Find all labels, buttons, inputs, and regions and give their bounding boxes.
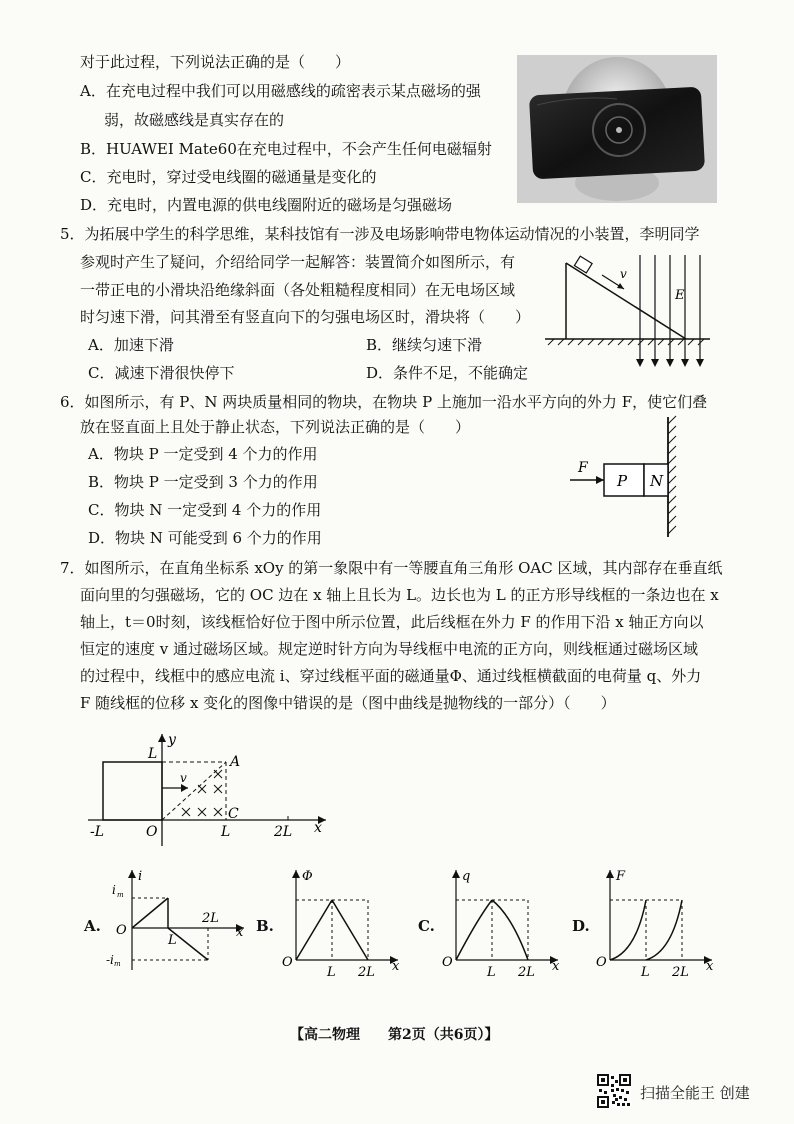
q5-incline-figure [540,255,715,370]
l-label: L [221,824,231,840]
q7-coordinate-figure [88,728,338,848]
q5-line-2: 参观时产生了疑问，介绍给同学一起解答：装置简介如图所示，有 [80,253,516,271]
q4-stem: 对于此过程，下列说法正确的是（ ） [80,53,351,71]
graph-a-neg-im-label: -i [106,953,114,967]
graph-b-y-label: Φ [302,869,313,884]
page-footer: 【高二物理 第2页（共6页）】 [290,1027,499,1043]
q6-line-1: 6．如图所示，有 P、N 两块质量相同的物块，在物块 P 上施加一沿水平方向的外力 F，使它们叠 [60,393,708,411]
q4-option-a: A．在充电过程中我们可以用磁感线的疏密表示某点磁场的强 [80,82,481,100]
q5-line-4: 时匀速下滑，问其滑至有竖直向下的匀强电场区时，滑块将（ ） [80,308,531,326]
graph-d-l: L [641,965,650,978]
q6-option-c: C．物块 N 一定受到 4 个力的作用 [88,501,322,519]
graph-a-label: A. [84,917,101,935]
q6-blocks-figure [570,412,690,542]
graph-d-force [594,866,724,978]
x-axis-label: x [314,820,322,836]
q5-option-b: B．继续匀速下滑 [366,336,483,354]
graph-b-label: B. [256,917,274,935]
q5-line-3: 一带正电的小滑块沿绝缘斜面（各处粗糙程度相同）在无电场区域 [80,281,516,299]
graph-c-y-label: q [462,869,471,884]
graph-b-x-label: x [392,959,400,974]
graph-c-l: L [487,965,496,978]
q6-option-a: A．物块 P 一定受到 4 个力的作用 [88,445,318,463]
graph-b-2l: 2L [358,965,375,978]
q4-option-d: D．充电时，内置电源的供电线圈附近的磁场是匀强磁场 [80,196,453,214]
graph-b-l: L [327,965,336,978]
graph-d-origin: O [596,955,607,970]
graph-c-x-label: x [552,959,560,974]
q5-line-1: 5．为拓展中学生的科学思维，某科技馆有一涉及电场影响带电物体运动情况的小装置，李明同学 [60,225,700,243]
graph-a-im-sub: m [117,891,124,899]
origin-label: O [146,824,158,840]
q7-line-1: 7．如图所示，在直角坐标系 xOy 的第一象限中有一等腰直角三角形 OAC 区域，其内部存在垂直纸 [60,559,723,577]
q6-line-2: 放在竖直面上且处于静止状态，下列说法正确的是（ ） [80,418,471,436]
graph-d-y-label: F [616,869,626,884]
q7-line-6: F 随线框的位移 x 变化的图像中错误的是（图中曲线是抛物线的一部分）（ ） [80,694,616,712]
q5-velocity-label: v [620,267,627,281]
graph-b-flux [280,866,410,978]
l-top-label: L [148,746,158,762]
q7-line-2: 面向里的匀强磁场，它的 OC 边在 x 轴上且长为 L。边长也为 L 的正方形导线框的一条边也在 x [80,586,719,604]
q4-option-a-cont: 弱，故磁感线是真实存在的 [104,111,285,129]
graph-a-2l: 2L [202,911,219,926]
q6-option-d: D．物块 N 可能受到 6 个力的作用 [88,529,322,547]
graph-a-l: L [168,933,177,948]
graph-c-label: C. [418,917,435,935]
scanner-watermark-text: 扫描全能王 创建 [640,1084,750,1102]
q5-option-a: A．加速下滑 [88,336,174,354]
block-p-label: P [617,472,628,490]
graph-a-current [104,866,254,978]
q5-field-label: E [675,288,685,303]
velocity-label: v [180,771,187,785]
graph-a-y-label: i [138,869,143,884]
graph-c-origin: O [442,955,453,970]
graph-a-im-label: i [112,883,116,897]
graph-a-neg-im-sub: m [114,960,121,968]
point-c-label: C [228,806,239,822]
graph-d-2l: 2L [672,965,689,978]
force-f-label: F [578,460,588,476]
y-axis-label: y [168,732,176,748]
qr-code-icon [597,1074,631,1108]
q7-line-5: 的过程中，线框中的感应电流 i、穿过线框平面的磁通量Φ、通过线框横截面的电荷量 q、外力 [80,667,702,685]
graph-a-x-label: x [236,925,244,940]
point-a-label: A [230,754,241,770]
graph-d-x-label: x [706,959,714,974]
q4-option-c: C．充电时，穿过受电线圈的磁通量是变化的 [80,168,377,186]
two-l-label: 2L [274,824,293,840]
neg-l-label: -L [90,824,105,840]
graph-a-origin: O [116,923,127,938]
graph-b-origin: O [282,955,293,970]
q5-option-c: C．减速下滑很快停下 [88,364,235,382]
graph-c-charge [440,866,570,978]
q6-option-b: B．物块 P 一定受到 3 个力的作用 [88,473,318,491]
q4-option-b: B．HUAWEI Mate60在充电过程中，不会产生任何电磁辐射 [80,140,492,158]
graph-c-2l: 2L [518,965,535,978]
phone-charging-photo [517,55,717,203]
q7-line-3: 轴上，t＝0时刻，该线框恰好位于图中所示位置，此后线框在外力 F 的作用下沿 x 轴正方向以 [80,613,704,631]
q7-line-4: 恒定的速度 v 通过磁场区域。规定逆时针方向为导线框中电流的正方向，则线框通过磁场区域 [80,640,699,658]
graph-d-label: D. [572,917,590,935]
q5-option-d: D．条件不足，不能确定 [366,364,529,382]
block-n-label: N [650,472,664,490]
